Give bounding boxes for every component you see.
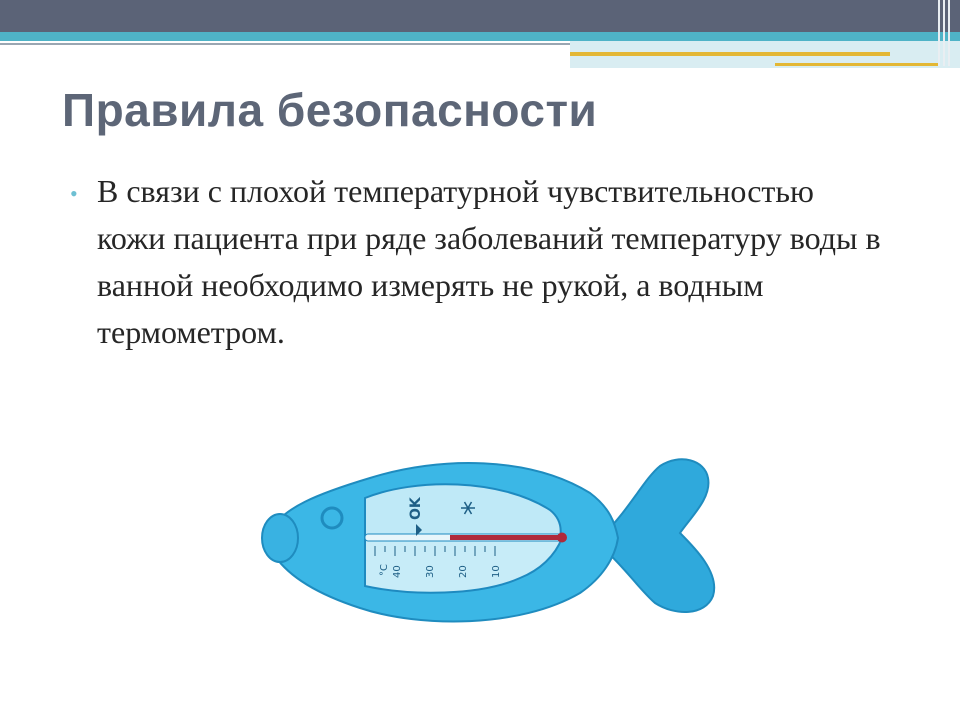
header-gray-line [0, 43, 570, 45]
ok-label: OK [408, 497, 424, 520]
header-accent-bar [0, 32, 960, 41]
header-dark-bar [0, 0, 960, 32]
scale-label-30: 30 [425, 565, 436, 578]
scale-label-20: 20 [458, 565, 469, 578]
scale-label-10: 10 [491, 565, 502, 578]
header-decoration [0, 0, 960, 70]
header-gold-line-1 [570, 52, 890, 56]
bullet-text: В связи с плохой температурной чувствительностью кожи пациента при ряде заболеваний температуру воды в ванной необходимо измерять не рукой, а водным термометром. [97, 173, 881, 350]
bullet-marker: • [70, 181, 78, 206]
scale-unit-label: °C [379, 564, 390, 576]
header-stripes [938, 0, 952, 66]
fish-thermometer-image [250, 438, 740, 638]
slide-title: Правила безопасности [62, 84, 598, 136]
fish-thermometer-illustration [250, 438, 740, 638]
header-gold-line-2 [775, 63, 940, 66]
scale-label-40: 40 [392, 565, 403, 578]
